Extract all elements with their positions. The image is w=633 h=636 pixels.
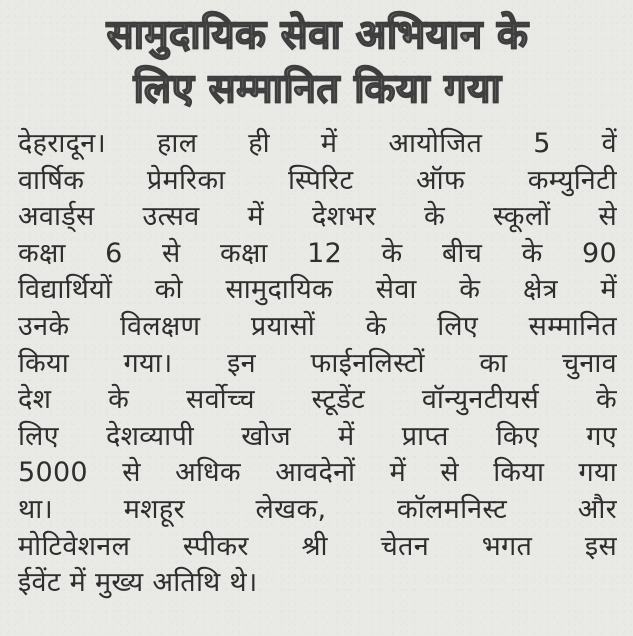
body-line-12: मोटिवेशनल स्पीकर श्री चेतन भगत इस <box>18 530 617 562</box>
body-line-7: किया गया। इन फाईनलिस्टों का चुनाव <box>18 347 617 379</box>
body-line-11: था। मशहूर लेखक, कॉलमनिस्ट और <box>18 493 617 525</box>
body-line-5: विद्यार्थियों को सामुदायिक सेवा के क्षेत्र में <box>18 274 617 306</box>
body-line-1: देहरादून। हाल ही में आयोजित 5 वें <box>18 128 617 159</box>
body-line-2: वार्षिक प्रेमरिका स्पिरिट ऑफ कम्युनिटी <box>18 164 617 196</box>
article-body <box>18 126 617 602</box>
body-line-6: उनके विलक्षण प्रयासों के लिए सम्मानित <box>18 310 617 342</box>
body-line-13: ईवेंट में मुख्य अतिथि थे। <box>18 567 258 599</box>
body-line-3: अवार्ड्स उत्सव में देशभर के स्कूलों से <box>18 201 617 233</box>
body-line-4: कक्षा 6 से कक्षा 12 के बीच के 90 <box>18 237 617 269</box>
headline-line-1: सामुदायिक सेवा अभियान के <box>106 12 529 58</box>
article-headline <box>18 8 617 116</box>
body-line-10: 5000 से अधिक आवदेनों में से किया गया <box>18 457 617 489</box>
body-line-8: देश के सर्वोच्च स्टूडेंट वॉन्युनटीयर्स के <box>18 384 617 416</box>
headline-line-2: लिए सम्मानित किया गया <box>133 66 502 112</box>
body-line-9: लिए देशव्यापी खोज में प्राप्त किए गए <box>18 420 617 452</box>
